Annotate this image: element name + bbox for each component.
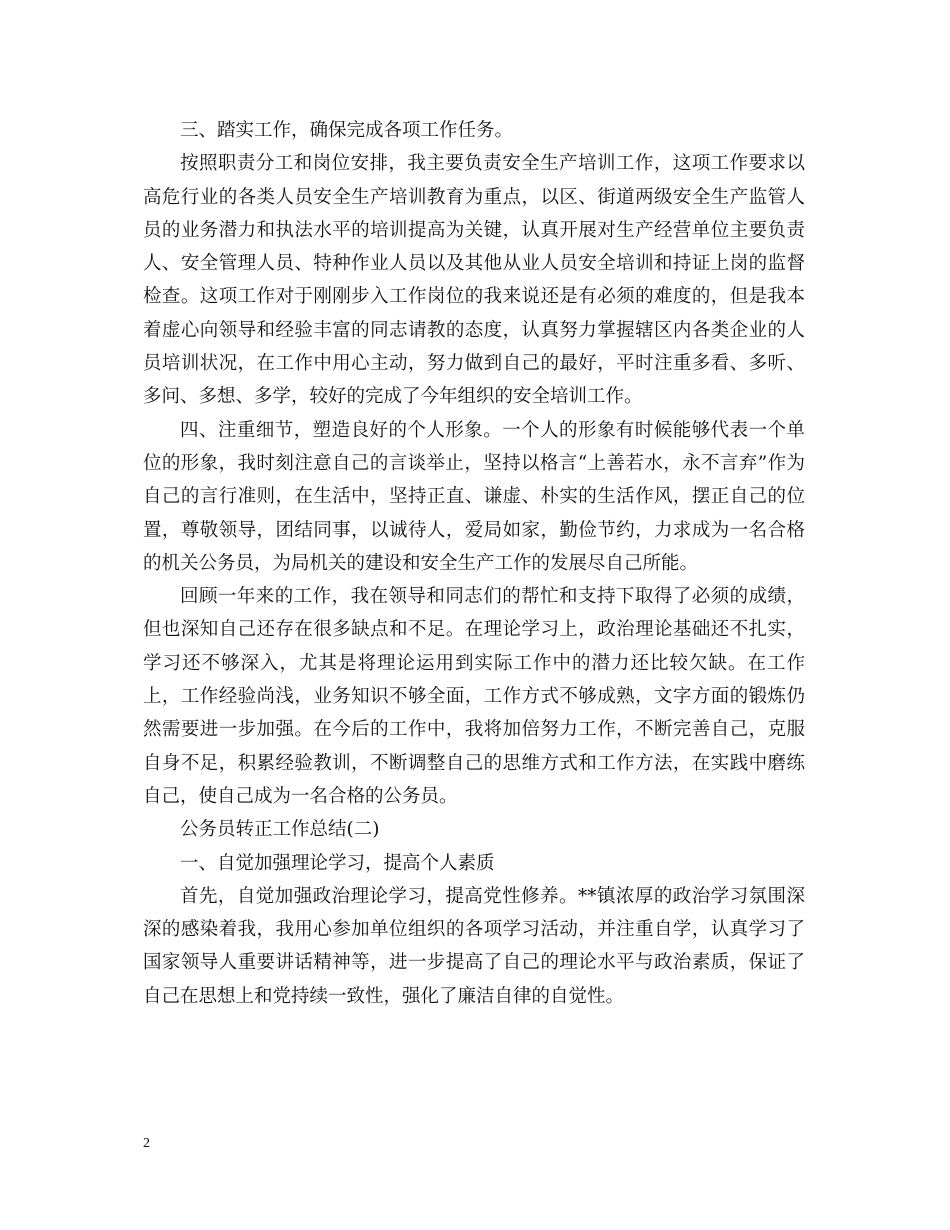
paragraph-summary-two-title: 公务员转正工作总结(二) — [180, 819, 380, 841]
paragraph-review: 回顾一年来的工作，我在领导和同志们的帮忙和支持下取得了必须的成绩，但也深知自己还存在很多缺点和不足。在理论学习上，政治理论基础还不扎实，学习还不够深入，尤其是将理论运用到实际工作中的潜力还比较欠缺。在工作上，工作经验尚浅，业务知识不够全面，工作方式不够成熟，文字方面的锻炼仍然需要进一步加强。在今后的工作中，我将加倍努力工作，不断完善自己，克服自身不足，积累经验教训，不断调整自己的思维方式和工作方法，在实践中磨练自己，使自己成为一名合格的公务员。 — [143, 586, 805, 807]
paragraph-section-three-heading: 三、踏实工作，确保完成各项工作任务。 — [180, 120, 514, 141]
paragraph-section-four: 四、注重细节，塑造良好的个人形象。一个人的形象有时候能够代表一个单位的形象，我时刻注意自己的言谈举止，坚持以格言“上善若水，永不言弃”作为自己的言行准则，在生活中，坚持正直、谦虚、朴实的生活作风，摆正自己的位置，尊敬领导，团结同事，以诚待人，爱局如家，勤俭节约，力求成为一名合格的机关公务员，为局机关的建设和安全生产工作的发展尽自己所能。 — [143, 419, 805, 574]
paragraph-section-one-heading: 一、自觉加强理论学习，提高个人素质 — [180, 852, 495, 874]
page-number: 2 — [143, 1136, 150, 1151]
paragraph-safety-training: 按照职责分工和岗位安排，我主要负责安全生产培训工作，这项工作要求以高危行业的各类人员安全生产培训教育为重点，以区、街道两级安全生产监管人员的业务潜力和执法水平的培训提高为关键，认真开展对生产经营单位主要负责人、安全管理人员、特种作业人员以及其他从业人员安全培训和持证上岗的监督检查。这项工作对于刚刚步入工作岗位的我来说还是有必须的难度的，但是我本着虚心向领导和经验丰富的同志请教的态度，认真努力掌握辖区内各类企业的人员培训状况，在工作中用心主动，努力做到自己的最好，平时注重多看、多听、多问、多想、多学，较好的完成了今年组织的安全培训工作。 — [143, 153, 805, 408]
paragraph-theory-study: 首先，自觉加强政治理论学习，提高党性修养。**镇浓厚的政治学习氛围深深的感染着我，我用心参加单位组织的各项学习活动，并注重自学，认真学习了国家领导人重要讲话精神等，进一步提高了自己的理论水平与政治素质，保证了自己在思想上和党持续一致性，强化了廉洁自律的自觉性。 — [143, 885, 805, 1007]
document-body — [143, 114, 805, 1013]
